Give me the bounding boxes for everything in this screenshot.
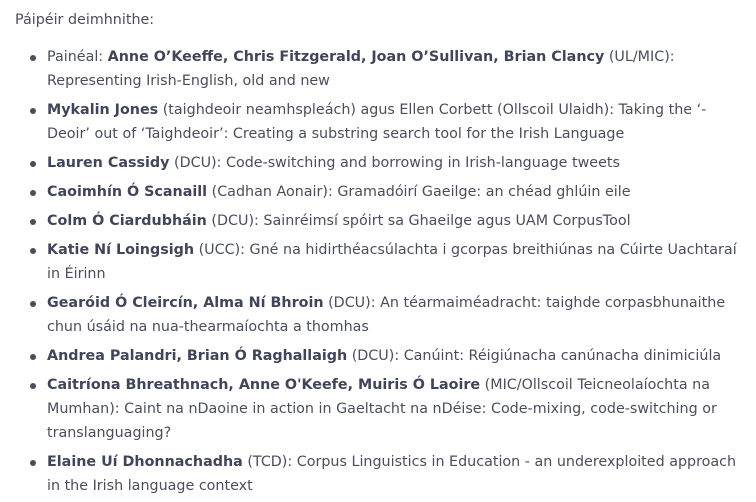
section-heading: Páipéir deimhnithe: bbox=[15, 12, 155, 28]
item-authors: Gearóid Ó Cleircín, Alma Ní Bhroin bbox=[47, 295, 324, 311]
item-details: (MIC/Ollscoil Teicneolaíochta na Mumhan): Caint na nDaoine in action in Gaeltacht na nDéise: Code-mixing, code-switching or translanguaging? bbox=[47, 377, 717, 441]
item-authors: Caoimhín Ó Scanaill bbox=[47, 184, 208, 200]
list-item bbox=[15, 450, 756, 498]
item-prefix: Painéal: bbox=[47, 49, 108, 65]
item-details: (UCC): Gné na hidirthéacsúlachta i gcorpas breithiúnas na Cúirte Uachtaraí in Éirinn bbox=[47, 242, 737, 282]
item-authors: Anne O’Keeffe, Chris Fitzgerald, Joan O’Sullivan, Brian Clancy bbox=[107, 49, 605, 65]
list-item bbox=[15, 373, 756, 445]
item-details: (DCU): Code-switching and borrowing in Irish-language tweets bbox=[169, 155, 620, 171]
bullet-icon bbox=[30, 55, 36, 61]
papers-list bbox=[15, 45, 756, 498]
bullet-icon bbox=[30, 219, 36, 225]
bullet-icon bbox=[30, 248, 36, 254]
list-item bbox=[15, 45, 756, 93]
bullet-icon bbox=[30, 460, 36, 466]
bullet-icon bbox=[30, 383, 36, 389]
list-item bbox=[15, 238, 756, 286]
item-details: (TCD): Corpus Linguistics in Education - an underexploited approach in the Irish language context bbox=[47, 454, 737, 494]
item-authors: Katie Ní Loingsigh bbox=[47, 242, 195, 258]
bullet-icon bbox=[30, 354, 36, 360]
item-details: (Cadhan Aonair): Gramadóirí Gaeilge: an chéad ghlúin eile bbox=[207, 184, 631, 200]
item-authors: Lauren Cassidy bbox=[47, 155, 170, 171]
item-details: (DCU): Canúint: Réigiúnacha canúnacha dinimiciúla bbox=[347, 348, 722, 364]
list-item bbox=[15, 151, 756, 175]
item-authors: Caitríona Bhreathnach, Anne O'Keefe, Muiris Ó Laoire bbox=[47, 377, 481, 393]
list-item bbox=[15, 98, 756, 146]
list-item bbox=[15, 209, 756, 233]
list-item bbox=[15, 180, 756, 204]
item-details: (UL/MIC): Representing Irish-English, old and new bbox=[47, 49, 675, 89]
list-item bbox=[15, 344, 756, 368]
item-details: (taighdeoir neamhspleách) agus Ellen Corbett (Ollscoil Ulaidh): Taking the ‘-Deoir’ out of ‘Taighdeoir’: Creating a substring search tool for the Irish Language bbox=[47, 102, 707, 142]
bullet-icon bbox=[30, 161, 36, 167]
item-authors: Elaine Uí Dhonnachadha bbox=[47, 454, 243, 470]
item-details: (DCU): An téarmaiméadracht: taighde corpasbhunaithe chun úsáid na nua-thearmaíochta a thomhas bbox=[47, 295, 726, 335]
bullet-icon bbox=[30, 190, 36, 196]
item-details: (DCU): Sainréimsí spóirt sa Ghaeilge agus UAM CorpusTool bbox=[206, 213, 631, 229]
item-authors: Andrea Palandri, Brian Ó Raghallaigh bbox=[47, 348, 348, 364]
item-authors: Colm Ó Ciardubháin bbox=[47, 213, 207, 229]
item-authors: Mykalin Jones bbox=[47, 102, 159, 118]
bullet-icon bbox=[30, 301, 36, 307]
bullet-icon bbox=[30, 108, 36, 114]
list-item bbox=[15, 291, 756, 339]
